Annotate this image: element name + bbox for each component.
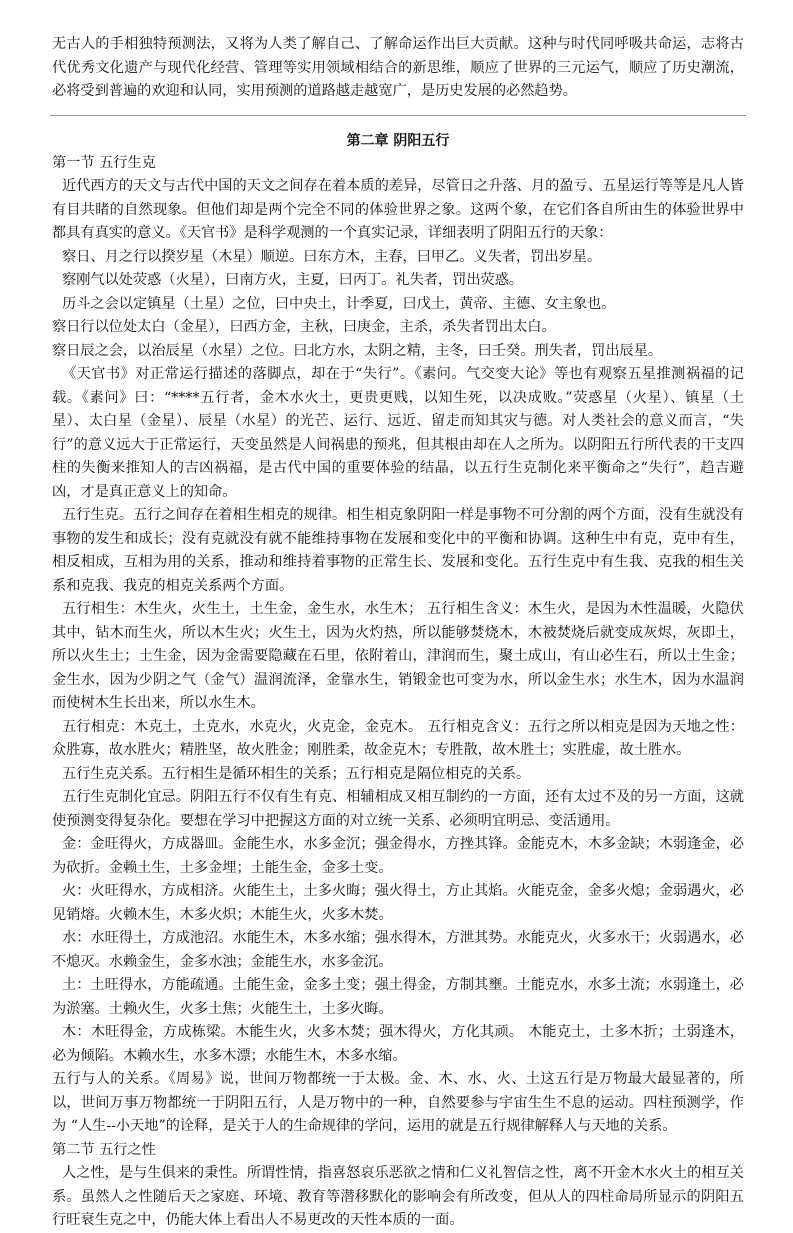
intro-paragraph: 无古人的手相独特预测法，又将为人类了解自己、了解命运作出巨大贡献。这种与时代同呼吸共命运，志将古代优秀文化遗产与现代化经营、管理等实用领域相结合的新思维，顺应了世界的三元运气，顺应了历史潮流，必将受到普遍的欢迎和认同，实用预测的道路越走越宽广，是历史发展的必然趋势。: [52, 36, 744, 99]
paragraph: 《天官书》对正常运行描述的落脚点，却在于“失行”。《素问。气交变大论》等也有观察五星推测祸福的记载。《素问》曰：“****五行者，金木水火土，更贵更贱，以知生死，以决成败。”荧惑星（火星）、镇星（土星）、太白星（金星）、辰星（水星）的光芒、运行、远近、留走而知其灾与德。对人类社会的意义而言，“失行”的意义远大于正常运行，天变虽然是人间祸患的预兆，但其根由却在人之所为。以阴阳五行所代表的干支四柱的失衡来推知人的吉凶祸福，是古代中国的重要体验的结晶，以五行生克制化来平衡命之“失行”，趋吉避凶，才是真正意义上的知命。: [52, 366, 744, 500]
paragraph: 五行与人的关系。《周易》说，世间万物都统一于太极。金、木、水、火、土这五行是万物最大最显著的，所以，世间万事万物都统一于阴阳五行，人是万物中的一种，自然要参与宇宙生生不息的运动。四柱预测学，作为 “人生--小天地”的诠释，是关于人的生命规律的学问，运用的就是五行规律解释人与天地的关系。: [52, 1071, 744, 1134]
document-page: [52, 33, 744, 1233]
paragraph: 火：火旺得水，方成相济。火能生土，土多火晦；强火得土，方止其焰。火能克金，金多火熄；金弱遇火，必见销熔。火赖木生，木多火炽；木能生火，火多木焚。: [52, 883, 744, 923]
paragraph: 金：金旺得火，方成器皿。金能生水，水多金沉；强金得水，方挫其锋。金能克木，木多金缺；木弱逢金，必为砍折。金赖土生，土多金埋；土能生金，金多土变。: [52, 836, 744, 876]
section-divider: [50, 115, 746, 116]
paragraph: 五行生克关系。五行相生是循环相生的关系；五行相克是隔位相克的关系。: [62, 765, 531, 782]
section-title: 第一节 五行生克: [52, 154, 156, 171]
section-title: 第二节 五行之性: [52, 1141, 156, 1158]
paragraph: 水：水旺得土，方成池沼。水能生木，木多水缩；强水得木，方泄其势。水能克火，火多水干；火弱遇水，必不熄灭。水赖金生，金多水浊；金能生水，水多金沉。: [52, 930, 744, 970]
chapter-title: 第二章 阴阳五行: [346, 132, 450, 149]
paragraph: 五行生克制化宜忌。阴阳五行不仅有生有克、相辅相成又相互制约的一方面，还有太过不及的另一方面，这就使预测变得复杂化。要想在学习中把握这方面的对立统一关系、必须明宜明忌、变活通用。: [52, 789, 744, 829]
paragraph: 近代西方的天文与古代中国的天文之间存在着本质的差异，尽管日之升落、月的盈亏、五星运行等等是凡人皆有目共睹的自然现象。但他们却是两个完全不同的体验世界之象。这两个象，在它们各自所由生的体验世界中都具有真实的意义。《天官书》是科学观测的一个真实记录，详细表明了阴阳五行的天象：: [52, 178, 744, 241]
paragraph: 人之性，是与生俱来的秉性。所谓性情，指喜怒哀乐恶欲之情和仁义礼智信之性，离不开金木水火土的相互关系。虽然人之性随后天之家庭、环境、教育等潜移默化的影响会有所改变，但从人的四柱命局所显示的阴阳五行旺衰生克之中，仍能大体上看出人不易更改的天性本质的一面。: [52, 1165, 744, 1228]
paragraph: 五行生克。五行之间存在着相生相克的规律。相生相克象阴阳一样是事物不可分割的两个方面，没有生就没有事物的发生和成长；没有克就没有就不能维持事物在发展和变化中的平衡和协调。这种生中有克，克中有生，相反相成，互相为用的关系，推动和维持着事物的正常生长、发展和变化。五行生克中有生我、克我的相生关系和克我、我克的相克关系两个方面。: [52, 507, 744, 594]
paragraph: 木：木旺得金，方成栋梁。木能生火，火多木焚；强木得火，方化其顽。 木能克土，土多木折；土弱逢木，必为倾陷。木赖水生，水多木漂；水能生木，木多水缩。: [52, 1024, 744, 1064]
paragraph: 察刚气以处荧惑（火星），曰南方火，主夏，曰丙丁。礼失者，罚出荧惑。: [62, 272, 524, 288]
paragraph: 察日辰之会，以治辰星（水星）之位。曰北方水，太阴之精，主冬，曰壬癸。刑失者，罚出辰星。: [52, 342, 663, 359]
paragraph: 五行相生：木生火，火生土，土生金，金生水，水生木； 五行相生含义：木生火，是因为木性温暖，火隐伏其中，钻木而生火，所以木生火；火生土，因为火灼热，所以能够焚烧木，木被焚烧后就变成灰烬，灰即土，所以火生土；土生金，因为金需要隐藏在石里，依附着山，津润而生，聚土成山，有山必生石，所以土生金；金生水，因为少阴之气（金气）温润流泽，金靠水生，销锻金也可变为水，所以金生水；水生木，因为水温润而使树木生长出来，所以水生木。: [52, 601, 744, 711]
paragraph: 土：土旺得水，方能疏通。土能生金，金多土变；强土得金，方制其壅。土能克水，水多土流；水弱逢土，必为淤塞。土赖火生，火多土焦；火能生土，土多火晦。: [52, 977, 744, 1017]
paragraph: 历斗之会以定镇星（土星）之位，曰中央土，计季夏，曰戊土，黄帝、主德、女主象也。: [62, 295, 616, 312]
paragraph: 察日、月之行以揆岁星（木星）顺逆。曰东方木，主春，曰甲乙。义失者，罚出岁星。: [62, 248, 602, 265]
paragraph: 五行相克：木克土，土克水，水克火，火克金，金克木。 五行相克含义：五行之所以相克是因为天地之性：众胜寡，故水胜火；精胜坚，故火胜金；刚胜柔，故金克木；专胜散，故木胜土；实胜虚，故土胜水。: [52, 718, 744, 758]
paragraph: 察日行以位处太白（金星），曰西方金，主秋，曰庚金，主杀，杀失者罚出太白。: [52, 319, 556, 335]
